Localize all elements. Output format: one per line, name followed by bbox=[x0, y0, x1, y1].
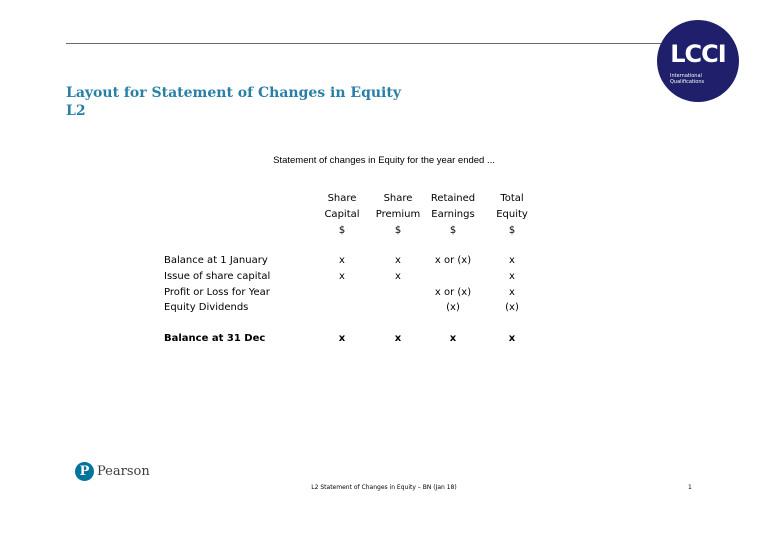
column-header-retained-earnings bbox=[421, 191, 485, 239]
column-header-line2: Equity bbox=[496, 209, 528, 220]
column-header-total-equity bbox=[480, 191, 544, 239]
lcci-tagline-2: Qualifications bbox=[670, 79, 705, 85]
cell-share-capital: x bbox=[338, 333, 346, 344]
lcci-logo-brand: LCCI bbox=[670, 40, 726, 68]
column-header-unit: $ bbox=[394, 225, 402, 236]
row-label: Balance at 1 January bbox=[164, 255, 268, 266]
cell-total-equity: x bbox=[509, 271, 515, 282]
statement-subtitle: Statement of changes in Equity for the year ended ... bbox=[273, 155, 495, 166]
table-row bbox=[164, 269, 564, 285]
closing-balance-row bbox=[164, 331, 564, 347]
row-label: Balance at 31 Dec bbox=[164, 333, 266, 344]
column-header-line1: Share bbox=[383, 193, 413, 204]
cell-share-premium: x bbox=[395, 271, 401, 282]
cell-retained-earnings: x or (x) bbox=[434, 255, 472, 266]
cell-total-equity: x bbox=[508, 333, 516, 344]
row-label: Profit or Loss for Year bbox=[164, 287, 270, 298]
column-header-unit: $ bbox=[449, 225, 457, 236]
pearson-wordmark: Pearson bbox=[97, 464, 150, 479]
header-rule bbox=[66, 43, 676, 44]
column-header-line1: Total bbox=[500, 193, 524, 204]
cell-share-capital: x bbox=[339, 271, 345, 282]
page-number: 1 bbox=[688, 484, 692, 491]
table-row bbox=[164, 300, 564, 316]
row-label: Issue of share capital bbox=[164, 271, 271, 282]
footer-text: L2 Statement of Changes in Equity – BN (Jan 18) bbox=[311, 484, 457, 491]
cell-retained-earnings: x or (x) bbox=[434, 287, 472, 298]
lcci-tagline-1: International bbox=[670, 73, 702, 79]
cell-total-equity: x bbox=[509, 255, 515, 266]
table-row bbox=[164, 253, 564, 269]
pearson-mark-icon: P bbox=[75, 462, 94, 481]
page-title bbox=[66, 84, 401, 120]
page-title-line1: Layout for Statement of Changes in Equity bbox=[66, 85, 401, 101]
row-label: Equity Dividends bbox=[164, 302, 249, 313]
table-row bbox=[164, 285, 564, 301]
lcci-logo-tagline bbox=[670, 73, 730, 85]
cell-total-equity: (x) bbox=[505, 302, 519, 313]
cell-total-equity: x bbox=[509, 287, 515, 298]
cell-share-capital: x bbox=[339, 255, 345, 266]
column-header-line2: Capital bbox=[324, 209, 360, 220]
cell-retained-earnings: x bbox=[449, 333, 457, 344]
lcci-logo bbox=[657, 20, 739, 102]
cell-retained-earnings: (x) bbox=[446, 302, 460, 313]
column-header-line1: Retained bbox=[430, 193, 476, 204]
column-header-line1: Share bbox=[327, 193, 357, 204]
column-header-unit: $ bbox=[338, 225, 346, 236]
column-header-line2: Premium bbox=[375, 209, 421, 220]
column-header-line2: Earnings bbox=[431, 209, 475, 220]
cell-share-premium: x bbox=[394, 333, 402, 344]
column-header-share-capital bbox=[310, 191, 374, 239]
column-header-unit: $ bbox=[508, 225, 516, 236]
page-title-line2: L2 bbox=[66, 103, 86, 119]
cell-share-premium: x bbox=[395, 255, 401, 266]
